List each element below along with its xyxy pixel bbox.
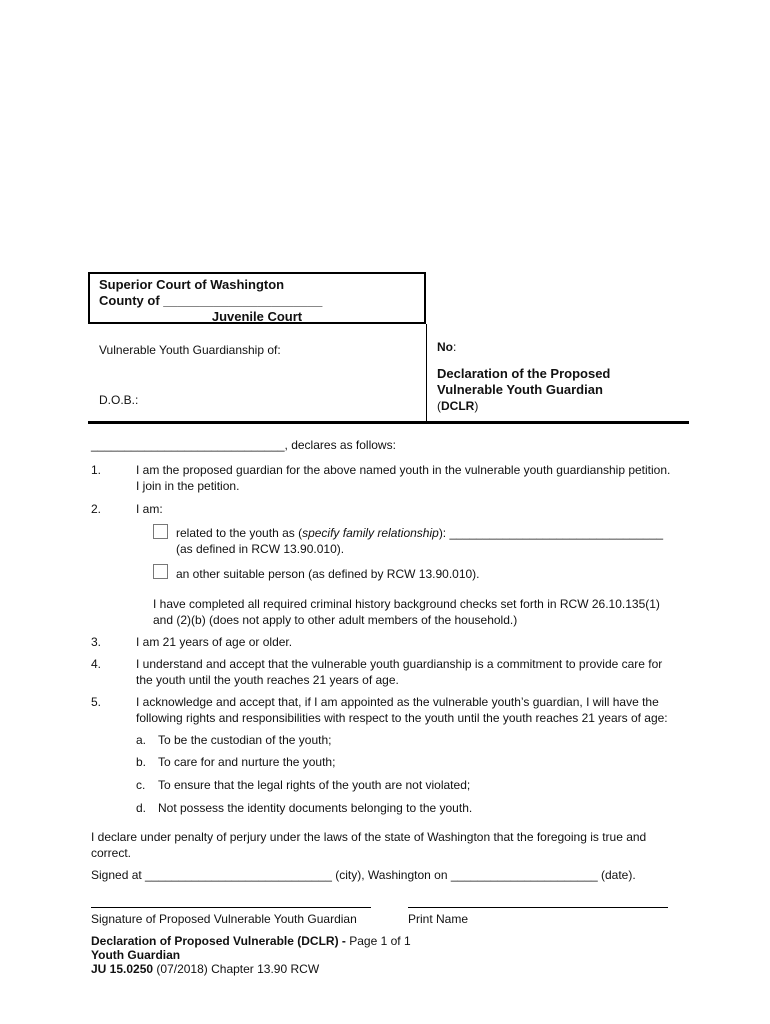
relative-option-text: related to the youth as (specify family relationship): ________________________________ (as defined in RCW 13.90.010).	[176, 526, 664, 556]
suitable-person-option-text: an other suitable person (as defined by RCW 13.90.010).	[176, 567, 480, 581]
print-name-line[interactable]	[408, 907, 668, 908]
sub-item-b: b. To care for and nurture the youth;	[136, 755, 336, 769]
document-code: (DCLR)	[437, 399, 479, 413]
relative-checkbox[interactable]	[153, 524, 168, 539]
county-line: County of ______________________	[99, 293, 323, 308]
signed-at-line: Signed at ____________________________ (city), Washington on ______________________ (date).	[91, 868, 636, 882]
juvenile-court: Juvenile Court	[211, 309, 303, 324]
sub-item-d: d. Not possess the identity documents belonging to the youth.	[136, 801, 473, 815]
court-name: Superior Court of Washington	[99, 277, 285, 292]
declarant-line: _____________________________, declares as follows:	[91, 438, 396, 452]
item-5-text: I acknowledge and accept that, if I am appointed as the vulnerable youth’s guardian, I will have the following rights and responsibilities with respect to the youth until the youth reaches 21 years of age:	[136, 695, 668, 725]
item-5-number: 5.	[91, 695, 102, 709]
sub-item-a: a. To be the custodian of the youth;	[136, 733, 332, 747]
item-3-text: I am 21 years of age or older.	[136, 635, 293, 649]
item-1-text: I am the proposed guardian for the above named youth in the vulnerable youth guardianship petition. I join in the petition.	[136, 463, 671, 493]
dob-label: D.O.B.:	[99, 393, 139, 407]
court-caption-box	[88, 272, 426, 324]
form-footer: Declaration of Proposed Vulnerable (DCLR) - Page 1 of 1 Youth Guardian JU 15.0250 (07/2018) Chapter 13.90 RCW	[91, 934, 411, 976]
caption-rule	[88, 421, 689, 424]
perjury-statement: I declare under penalty of perjury under the laws of the state of Washington that the foregoing is true and correct.	[91, 830, 647, 860]
background-check-note: I have completed all required criminal history background checks set forth in RCW 26.10.135(1) and (2)(b) (does not apply to other adult members of the household.)	[153, 597, 660, 627]
item-2-text: I am:	[136, 502, 163, 516]
case-of-label: Vulnerable Youth Guardianship of:	[99, 343, 281, 357]
item-3-number: 3.	[91, 635, 102, 649]
case-number-label: No:	[437, 340, 457, 354]
item-2-number: 2.	[91, 502, 102, 516]
item-4-text: I understand and accept that the vulnerable youth guardianship is a commitment to provide care for the youth until the youth reaches 21 years of age.	[136, 657, 663, 687]
item-1-number: 1.	[91, 463, 102, 477]
suitable-person-checkbox[interactable]	[153, 564, 168, 579]
print-name-label: Print Name	[408, 912, 469, 926]
item-4-number: 4.	[91, 657, 102, 671]
document-title: Declaration of the Proposed Vulnerable Youth Guardian	[437, 366, 611, 397]
signature-label: Signature of Proposed Vulnerable Youth Guardian	[91, 912, 357, 926]
signature-line[interactable]	[91, 907, 371, 908]
caption-divider	[426, 324, 427, 422]
sub-item-c: c. To ensure that the legal rights of the youth are not violated;	[136, 778, 471, 792]
